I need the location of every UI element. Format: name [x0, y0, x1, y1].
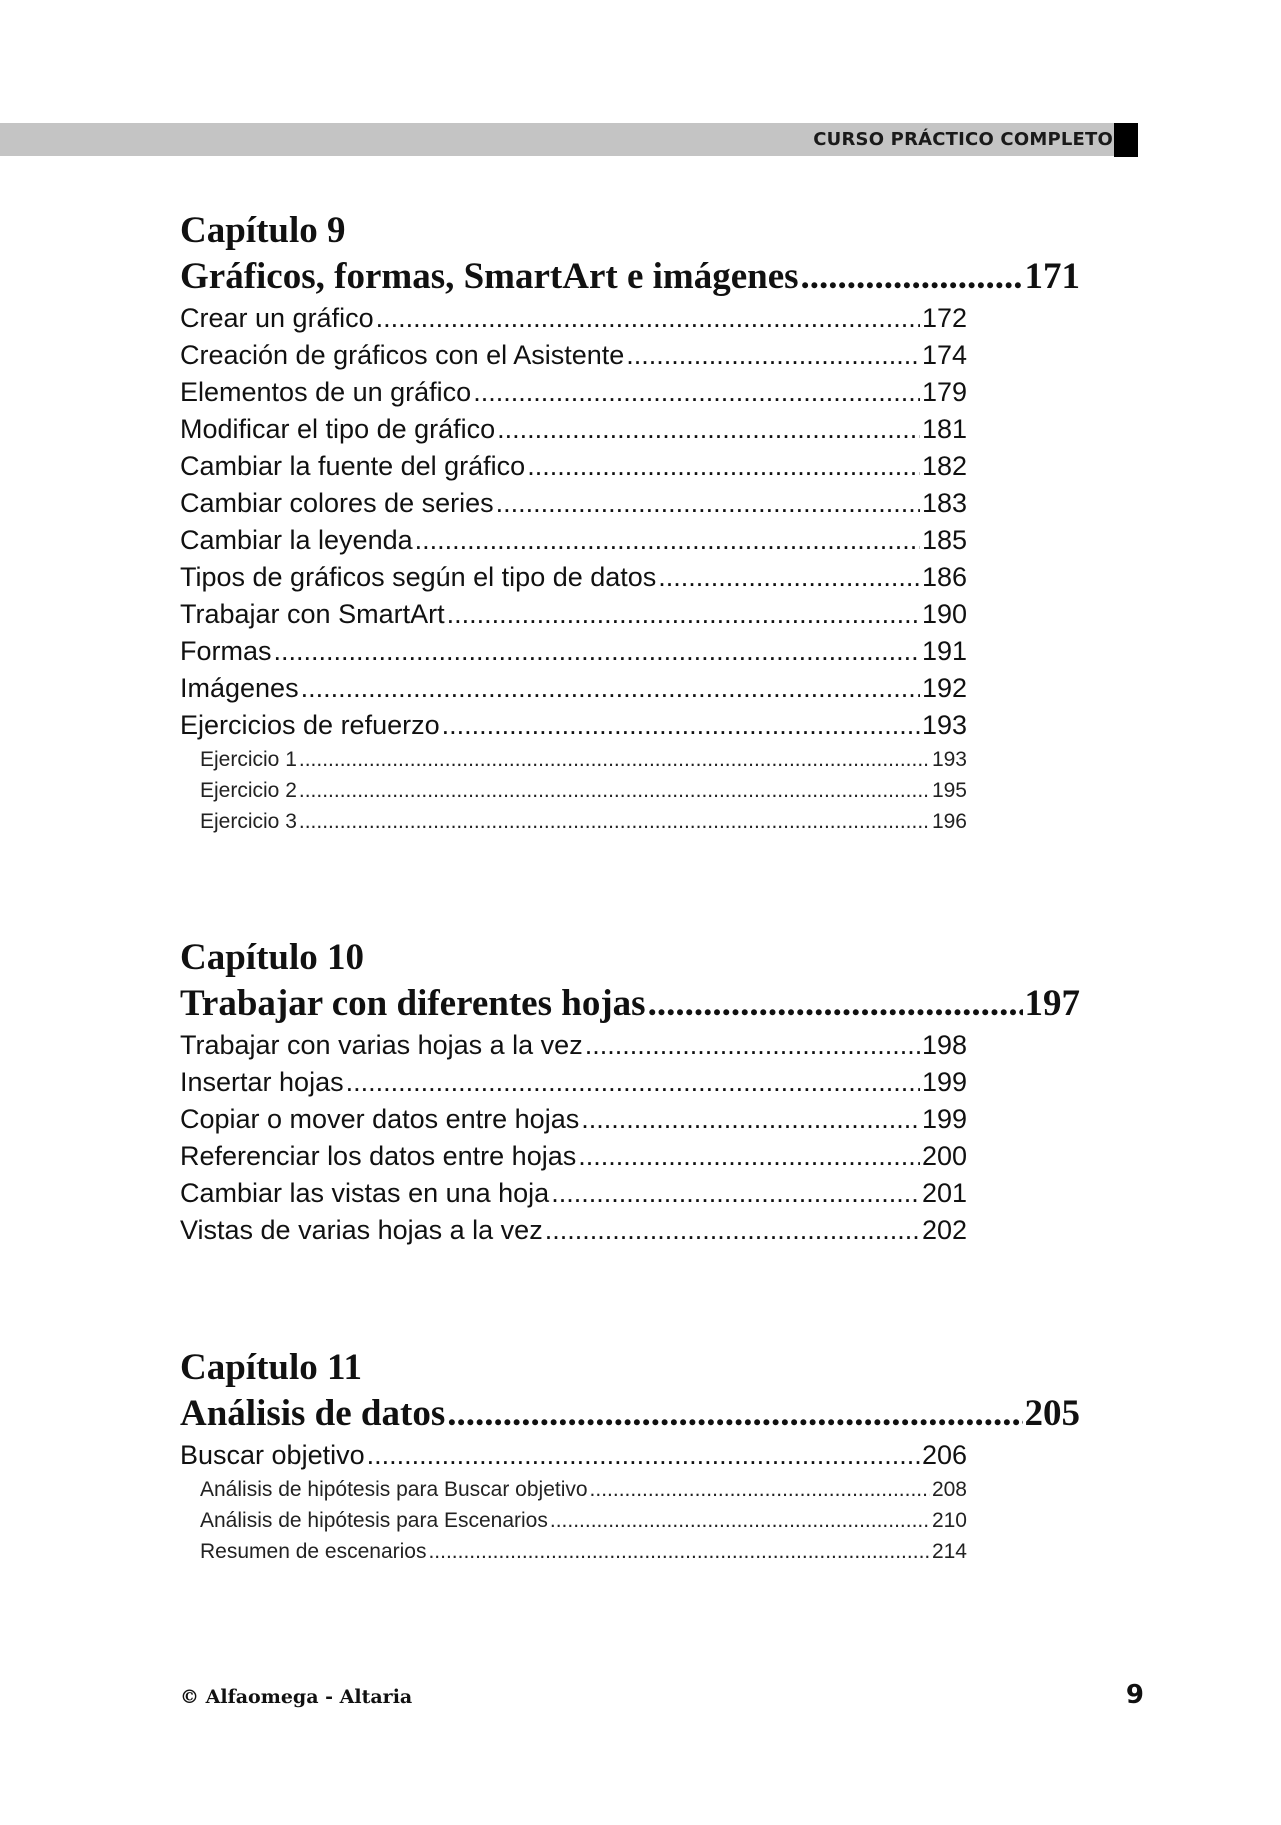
- entry-label: Cambiar colores de series: [180, 488, 494, 518]
- dot-leader: [415, 522, 920, 559]
- dot-leader: [626, 337, 920, 374]
- entry-label: Buscar objetivo: [180, 1440, 365, 1470]
- entry-label: Formas: [180, 636, 272, 666]
- chapter-label: Capítulo 10: [180, 937, 365, 978]
- toc-subentry[interactable]: [180, 1505, 967, 1536]
- footer-publisher: © Alfaomega - Altaria: [180, 1686, 413, 1708]
- toc-entry[interactable]: [180, 633, 967, 670]
- toc-entry[interactable]: [180, 1138, 967, 1175]
- entry-page: 198: [921, 1030, 967, 1060]
- dot-leader: [299, 806, 930, 837]
- entry-label: Cambiar las vistas en una hoja: [180, 1178, 550, 1208]
- entry-label: Modificar el tipo de gráfico: [180, 414, 496, 444]
- footer-page-number: 9: [1125, 1680, 1144, 1710]
- subentry-label: Análisis de hipótesis para Escenarios: [200, 1509, 548, 1532]
- entry-page: 183: [921, 488, 967, 518]
- entry-label: Referenciar los datos entre hojas: [180, 1141, 577, 1171]
- subentry-page: 208: [931, 1478, 967, 1501]
- toc-subentry[interactable]: [180, 1536, 967, 1567]
- entry-label: Tipos de gráficos según el tipo de datos: [180, 562, 657, 592]
- entry-page: 179: [921, 377, 967, 407]
- entry-page: 202: [921, 1215, 967, 1245]
- dot-leader: [447, 596, 920, 633]
- dot-leader: [545, 1212, 920, 1249]
- dot-leader: [585, 1027, 920, 1064]
- chapter-9-section: [180, 208, 1080, 837]
- subentry-label: Análisis de hipótesis para Buscar objetivo: [200, 1478, 588, 1501]
- dot-leader: [447, 1391, 1022, 1437]
- chapter-10-section: [180, 935, 1080, 1249]
- chapter-label: Capítulo 9: [180, 210, 346, 251]
- subentry-page: 210: [931, 1509, 967, 1532]
- entry-page: 182: [921, 451, 967, 481]
- dot-leader: [496, 485, 920, 522]
- toc-subentry[interactable]: [180, 744, 967, 775]
- toc-entry[interactable]: [180, 1027, 967, 1064]
- entry-page: 185: [921, 525, 967, 555]
- entry-label: Cambiar la leyenda: [180, 525, 413, 555]
- subentry-page: 214: [931, 1540, 967, 1563]
- entry-label: Vistas de varias hojas a la vez: [180, 1215, 543, 1245]
- entry-page: 200: [921, 1141, 967, 1171]
- dot-leader: [578, 1138, 920, 1175]
- entry-page: 181: [921, 414, 967, 444]
- dot-leader: [550, 1505, 930, 1536]
- subentry-label: Resumen de escenarios: [200, 1540, 427, 1563]
- subentry-page: 193: [931, 748, 967, 771]
- toc-entry[interactable]: [180, 337, 967, 374]
- dot-leader: [648, 981, 1023, 1027]
- subentry-label: Ejercicio 3: [200, 810, 297, 833]
- dot-leader: [658, 559, 920, 596]
- entry-label: Trabajar con SmartArt: [180, 599, 445, 629]
- dot-leader: [299, 744, 930, 775]
- entry-label: Cambiar la fuente del gráfico: [180, 451, 526, 481]
- dot-leader: [376, 300, 920, 337]
- chapter-page: 197: [1024, 983, 1080, 1024]
- toc-subentry[interactable]: [180, 1474, 967, 1505]
- dot-leader: [551, 1175, 920, 1212]
- dot-leader: [299, 775, 930, 806]
- entry-page: 192: [921, 673, 967, 703]
- entry-page: 201: [921, 1178, 967, 1208]
- entry-label: Creación de gráficos con el Asistente: [180, 340, 625, 370]
- entry-page: 172: [921, 303, 967, 333]
- toc-entry[interactable]: [180, 1437, 967, 1474]
- entry-label: Imágenes: [180, 673, 299, 703]
- toc-entry[interactable]: [180, 1175, 967, 1212]
- entry-page: 199: [921, 1067, 967, 1097]
- dot-leader: [581, 1101, 920, 1138]
- chapter-page: 171: [1024, 256, 1080, 297]
- entry-label: Crear un gráfico: [180, 303, 374, 333]
- chapter-title: Trabajar con diferentes hojas: [180, 983, 646, 1024]
- toc-entry[interactable]: [180, 670, 967, 707]
- subentry-page: 195: [931, 779, 967, 802]
- header-marker-block: [1114, 123, 1138, 157]
- dot-leader: [274, 633, 920, 670]
- dot-leader: [367, 1437, 920, 1474]
- toc-subentry[interactable]: [180, 775, 967, 806]
- dot-leader: [301, 670, 920, 707]
- chapter-title-row[interactable]: [180, 981, 1080, 1027]
- toc-entry[interactable]: [180, 1212, 967, 1249]
- subentry-label: Ejercicio 1: [200, 748, 297, 771]
- dot-leader: [590, 1474, 930, 1505]
- toc-entry[interactable]: [180, 559, 967, 596]
- entry-label: Elementos de un gráfico: [180, 377, 472, 407]
- toc-subentry[interactable]: [180, 806, 967, 837]
- chapter-title-row[interactable]: [180, 1391, 1080, 1437]
- entry-page: 190: [921, 599, 967, 629]
- toc-entry[interactable]: [180, 448, 967, 485]
- entry-label: Copiar o mover datos entre hojas: [180, 1104, 580, 1134]
- dot-leader: [801, 254, 1023, 300]
- chapter-title: Análisis de datos: [180, 1393, 446, 1434]
- entry-page: 174: [921, 340, 967, 370]
- subentry-page: 196: [931, 810, 967, 833]
- chapter-label: Capítulo 11: [180, 1347, 362, 1388]
- entry-page: 193: [921, 710, 967, 740]
- dot-leader: [346, 1064, 920, 1101]
- dot-leader: [473, 374, 920, 411]
- entry-page: 206: [921, 1440, 967, 1470]
- chapter-11-section: [180, 1345, 1080, 1567]
- toc-entry[interactable]: [180, 707, 967, 744]
- entry-page: 191: [921, 636, 967, 666]
- entry-label: Insertar hojas: [180, 1067, 344, 1097]
- subentry-label: Ejercicio 2: [200, 779, 297, 802]
- dot-leader: [497, 411, 920, 448]
- toc-entry[interactable]: [180, 522, 967, 559]
- chapter-page: 205: [1024, 1393, 1080, 1434]
- toc-entry[interactable]: [180, 596, 967, 633]
- toc-entry[interactable]: [180, 1064, 967, 1101]
- entry-label: Trabajar con varias hojas a la vez: [180, 1030, 583, 1060]
- entry-label: Ejercicios de refuerzo: [180, 710, 440, 740]
- running-header-title: CURSO PRÁCTICO COMPLETO: [813, 129, 1113, 150]
- toc-entry[interactable]: [180, 300, 967, 337]
- dot-leader: [428, 1536, 929, 1567]
- chapter-title: Gráficos, formas, SmartArt e imágenes: [180, 256, 799, 297]
- toc-entry[interactable]: [180, 485, 967, 522]
- toc-entry[interactable]: [180, 374, 967, 411]
- entry-page: 186: [921, 562, 967, 592]
- toc-entry[interactable]: [180, 411, 967, 448]
- chapter-title-row[interactable]: [180, 254, 1080, 300]
- dot-leader: [442, 707, 920, 744]
- entry-page: 199: [921, 1104, 967, 1134]
- dot-leader: [527, 448, 920, 485]
- toc-entry[interactable]: [180, 1101, 967, 1138]
